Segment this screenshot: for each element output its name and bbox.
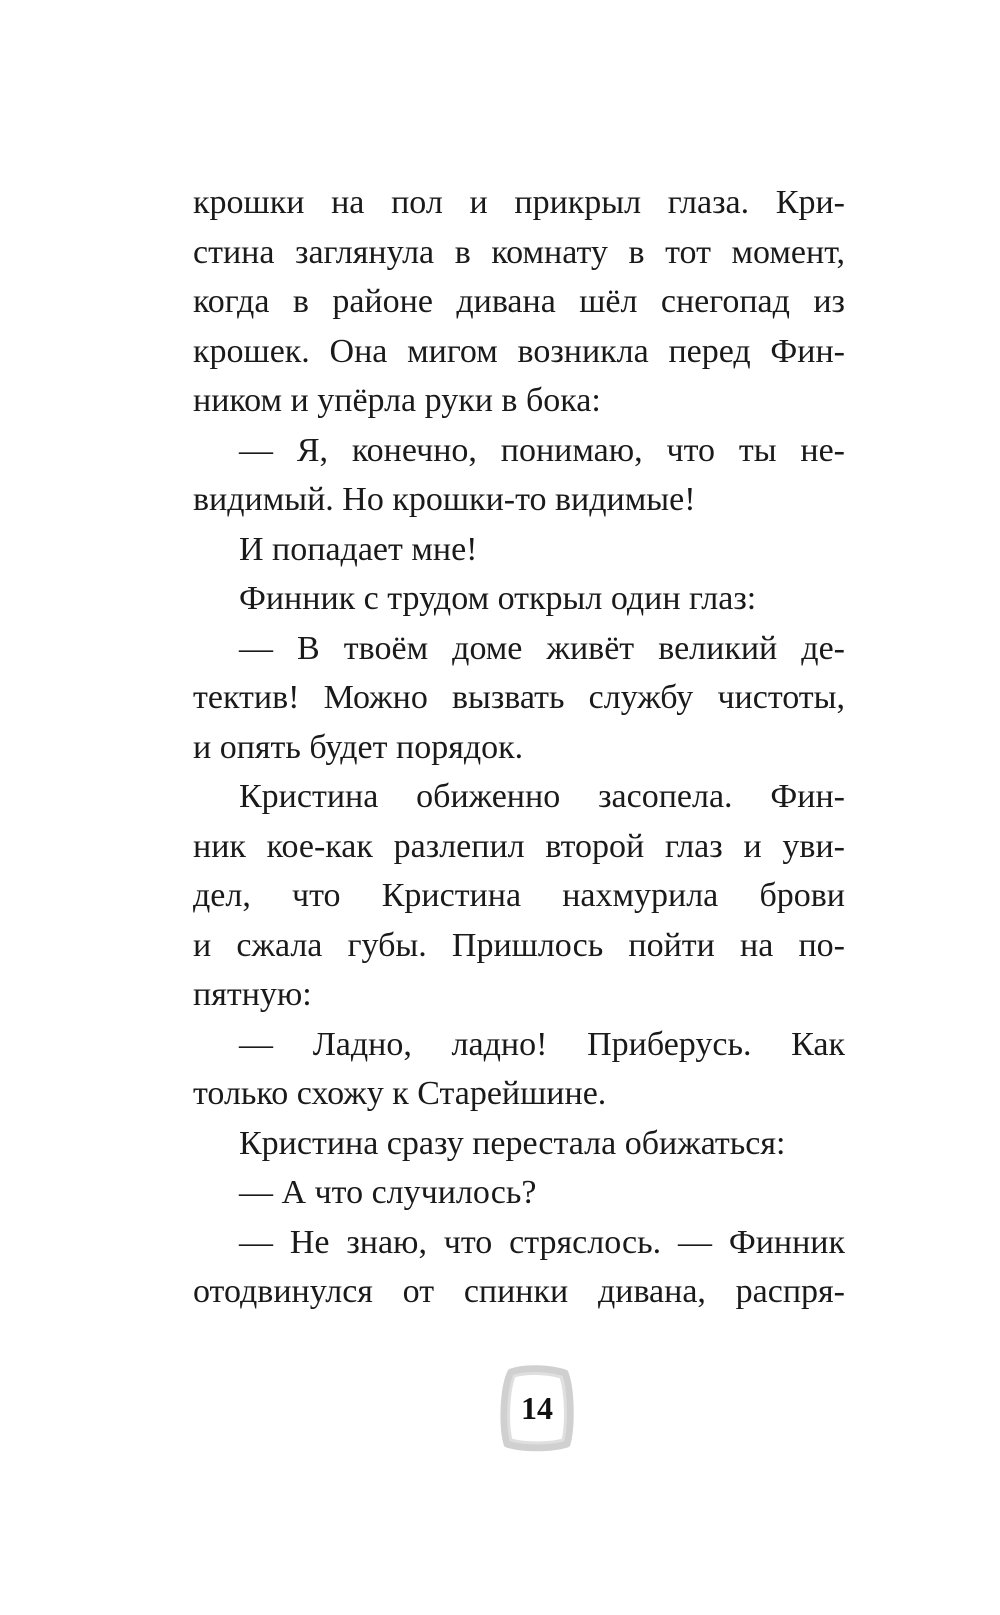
text-line: когда в районе дивана шёл снегопад из [193,283,845,320]
text-line: — А что случилось? [239,1174,537,1211]
text-line: ником и упёрла руки в бока: [193,382,601,419]
text-line: пятную: [193,976,312,1013]
text-line: дел, что Кристина нахмурила брови [193,877,845,914]
text-line: отодвинулся от спинки дивана, распря- [193,1273,845,1310]
text-line: — Не знаю, что стряслось. — Финник [239,1223,845,1261]
body-text [193,178,845,1317]
text-line: и опять будет порядок. [193,728,524,766]
text-line: тектив! Можно вызвать службу чистоты, [193,679,845,716]
text-line: видимый. Но крошки-то видимые! [193,481,696,518]
text-line: И попадает мне! [239,530,478,568]
text-line: — В твоём доме живёт великий де- [239,629,845,667]
text-line: только схожу к Старейшине. [193,1075,607,1112]
page-number-badge [497,1364,577,1452]
text-line: — Я, конечно, понимаю, что ты не- [239,431,845,469]
text-line: ник кое-как разлепил второй глаз и уви- [193,827,845,865]
text-line: стина заглянула в комнату в тот момент, [193,233,845,271]
text-line: Финник с трудом открыл один глаз: [239,580,757,617]
text-line: — Ладно, ладно! Приберусь. Как [239,1025,845,1063]
text-line: крошек. Она мигом возникла перед Фин- [193,332,845,370]
text-line: Кристина обиженно засопела. Фин- [239,778,845,815]
text-line: и сжала губы. Пришлось пойти на по- [193,926,845,964]
page-number: 14 [521,1390,553,1426]
text-line: Кристина сразу перестала обижаться: [239,1124,786,1162]
text-line: крошки на пол и прикрыл глаза. Кри- [193,184,845,221]
